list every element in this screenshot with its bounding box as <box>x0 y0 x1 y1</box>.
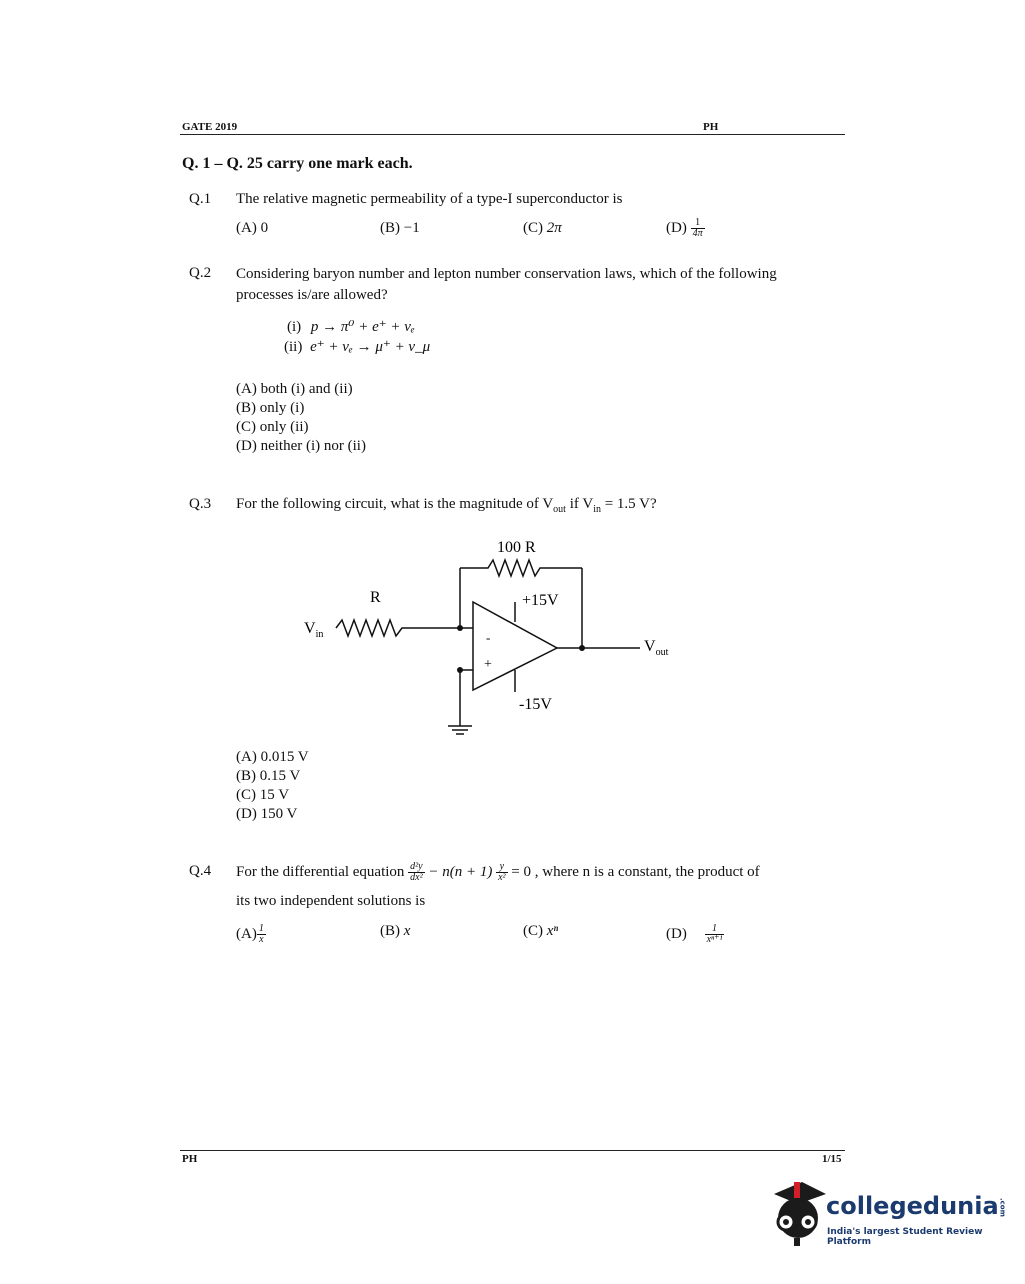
neg-supply-label: -15V <box>519 696 552 713</box>
q2-number: Q.2 <box>189 265 212 281</box>
q1-option-d-label: (D) <box>666 219 687 236</box>
q1-option-d-fraction <box>691 218 705 239</box>
q2-process-ii-label: (ii) <box>284 339 303 355</box>
q3-text-in-sub: in <box>593 504 601 515</box>
q4-option-b-label: (B) <box>380 923 400 939</box>
q4-option-b-value: x <box>403 923 411 939</box>
q2-process-ii-eq: e⁺ + νₑ → μ⁺ + ν_μ <box>310 339 431 355</box>
footer-paper-code: PH <box>182 1153 198 1165</box>
q1-option-b-value: −1 <box>403 220 420 236</box>
q3-number: Q.3 <box>189 496 212 512</box>
output-node <box>579 645 585 651</box>
q1-option-b-label: (B) <box>380 220 400 236</box>
q1-option-a-label: (A) <box>236 220 257 236</box>
q4-dx2: dx² <box>410 872 423 884</box>
q4-option-d-num: 1 <box>705 924 725 935</box>
vin-label-main: V <box>304 620 316 637</box>
q1-option-c <box>523 219 562 238</box>
input-resistor <box>336 620 460 636</box>
q4-option-a-fraction <box>257 924 266 945</box>
q3-option-a: (A) 0.015 V <box>236 749 309 765</box>
q3-option-b: (B) 0.15 V <box>236 768 301 784</box>
q1-option-a-value: 0 <box>260 220 269 236</box>
footer-page-number: 1/15 <box>822 1153 842 1165</box>
q4-option-a-num: 1 <box>258 923 264 934</box>
q2-process-i-eq: p → π⁰ + e⁺ + νₑ <box>310 319 415 335</box>
q4-option-c <box>523 922 558 941</box>
q4-text-line2: its two independent solutions is <box>236 893 426 909</box>
input-resistor-label: R <box>370 589 381 606</box>
q4-option-a-label: (A) <box>236 925 257 942</box>
vin-label-sub: in <box>315 629 324 640</box>
q3-text-mid: if V <box>565 496 594 512</box>
op-amp-circuit <box>290 530 690 745</box>
q1-option-a <box>236 219 268 238</box>
q1-option-c-label: (C) <box>523 220 543 236</box>
logo-tagline: India's largest Student Review Platform <box>827 1227 983 1247</box>
q4-option-c-label: (C) <box>523 923 543 939</box>
q3-option-d: (D) 150 V <box>236 806 298 822</box>
inverting-sign: - <box>486 630 491 645</box>
q2-options <box>236 380 366 456</box>
vout-label-sub: out <box>655 647 669 658</box>
q4-option-d-den: xⁿ⁺¹ <box>706 934 723 945</box>
q1-option-d <box>666 218 705 239</box>
q4-mid: − n(n + 1) <box>428 864 493 880</box>
q4-text-line1 <box>236 862 846 883</box>
q3-option-c: (C) 15 V <box>236 787 290 803</box>
q3-text-post: = 1.5 V? <box>600 496 657 512</box>
q2-process-i-label: (i) <box>287 319 302 335</box>
q2-option-a: (A) both (i) and (ii) <box>236 381 353 397</box>
vout-label <box>644 638 669 658</box>
q4-option-b <box>380 922 410 941</box>
q4-y: y <box>496 862 507 873</box>
logo-brand <box>826 1192 1007 1220</box>
q4-option-d-label: (D) <box>666 925 687 942</box>
q4-d2y-dx2 <box>408 862 424 883</box>
q2-option-b: (B) only (i) <box>236 400 305 416</box>
q3-text-pre: For the following circuit, what is the magnitude of V <box>236 496 554 512</box>
header-rule <box>180 134 845 135</box>
q2-process-i <box>287 318 415 337</box>
vin-label <box>304 620 323 640</box>
q1-option-d-num: 1 <box>691 218 705 229</box>
collegedunia-mascot-icon <box>766 1178 828 1248</box>
q2-text-line1: Considering baryon number and lepton number conservation laws, which of the following <box>236 266 777 282</box>
q4-option-a-den: x <box>259 934 264 945</box>
q4-number: Q.4 <box>189 863 212 879</box>
section-title: Q. 1 – Q. 25 carry one mark each. <box>182 155 413 172</box>
q1-number: Q.1 <box>189 191 212 207</box>
q1-option-c-value: 2π <box>546 220 562 236</box>
noninverting-sign: + <box>484 657 492 672</box>
q4-option-a <box>236 924 266 945</box>
feedback-resistor-label: 100 R <box>497 539 536 556</box>
q2-text-line2: processes is/are allowed? <box>236 287 388 303</box>
q1-option-b <box>380 219 420 238</box>
q4-option-c-value: xⁿ <box>546 923 559 939</box>
vout-label-main: V <box>644 638 656 655</box>
header-exam: GATE 2019 <box>182 121 238 133</box>
q4-y-x2 <box>496 862 507 883</box>
q3-text-out-sub: out <box>553 504 566 515</box>
q2-option-d: (D) neither (i) nor (ii) <box>236 438 366 454</box>
q4-option-d <box>666 924 724 945</box>
q4-text-post: = 0 , where n is a constant, the product of <box>511 864 760 880</box>
q2-text <box>236 264 836 306</box>
q1-text: The relative magnetic permeability of a type-I superconductor is <box>236 191 623 207</box>
q1-option-d-den: 4π <box>692 228 703 239</box>
q4-d2y: d²y <box>410 861 423 873</box>
footer-rule <box>180 1150 845 1151</box>
q3-options <box>236 748 309 824</box>
pos-supply-label: +15V <box>522 592 559 609</box>
feedback-resistor <box>460 560 582 576</box>
q4-x2: x² <box>498 872 506 884</box>
q2-option-c: (C) only (ii) <box>236 419 309 435</box>
logo-brand-text: collegedunia <box>826 1192 999 1220</box>
header-paper-code: PH <box>703 121 719 133</box>
logo-suffix: .com <box>998 1197 1007 1217</box>
q4-option-d-fraction <box>705 924 725 945</box>
q4-text-pre: For the differential equation <box>236 864 405 880</box>
q2-process-ii <box>284 338 430 357</box>
q3-text <box>236 494 657 520</box>
